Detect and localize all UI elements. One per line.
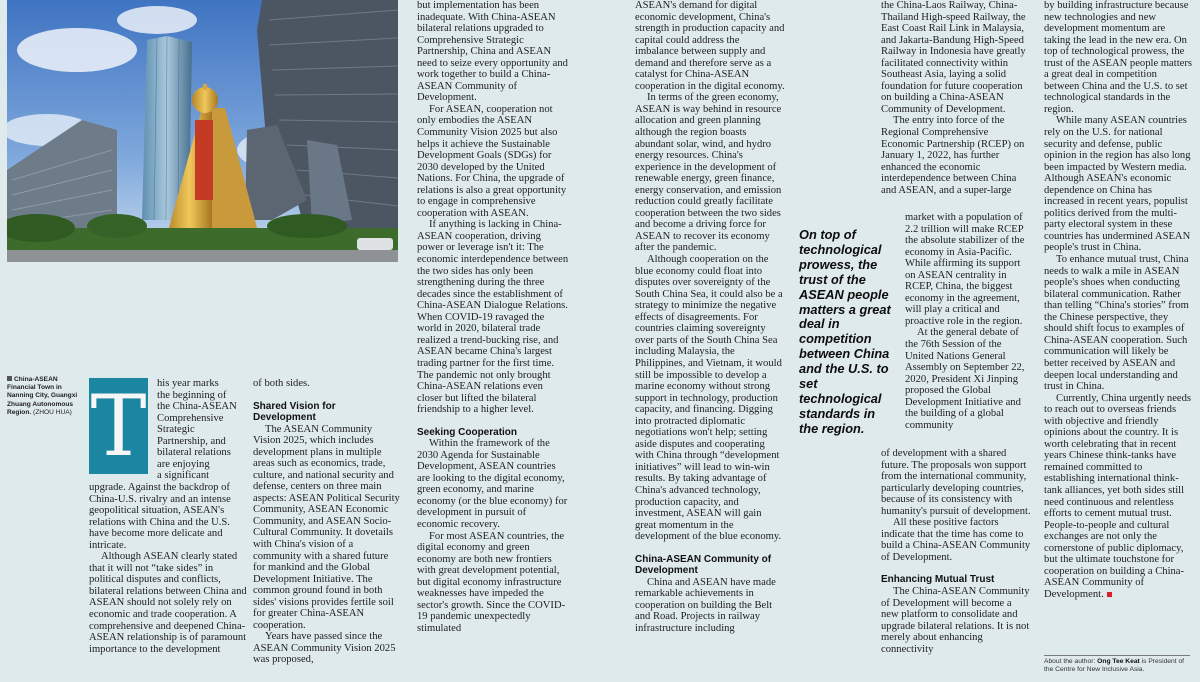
about-rest: is President of the Centre for New Inclusive Asia.	[1044, 658, 1185, 674]
photo-caption	[7, 376, 83, 417]
col4-paragraph: market with a population of 2.2 trillion will make RCEP the absolute stabilizer of the economy in Asia-Pacific. While affirming its support on ASEAN centrality in RCEP, China, the biggest economy in the agreement, will play a critical and proactive role in the region.	[905, 212, 1025, 327]
col2-paragraph: of both sides.	[253, 378, 310, 389]
col4-paragraph: All these positive factors indicate that the time has come to build a China-ASEAN Community of Development.	[881, 517, 1031, 563]
col1-paragraph: upgrade. Against the backdrop of China-U.S. rivalry and an intense geopolitical situation, ASEAN's relations with China and the U.S. have become more delicate and intricate.	[89, 482, 231, 551]
col5-final-text: Currently, China urgently needs to reach out to overseas friends with objective and friendly opinions about the country. It is worth celebrating that in recent years Chinese think-tanks have remained committed to establishing international think-tank alliances, yet both sides still need continuous and relentless efforts to cement mutual trust. People-to-people and cultural exchanges are not only the cornerstone of public diplomacy, but the ultimate touchstone for cooperation on building a China-ASEAN Community of Development.	[1044, 392, 1192, 600]
section-heading-seeking-cooperation: Seeking Cooperation	[417, 426, 518, 438]
col4-wrap	[905, 212, 1031, 431]
col4-paragraph: At the general debate of the 76th Session of the United Nations General Assembly on September 22, 2020, President Xi Jinping proposed the Global Development Initiative and the building of a global community	[905, 327, 1025, 431]
article-photo	[7, 0, 398, 262]
col2-paragraph: but implementation has been inadequate. With China-ASEAN bilateral relations upgraded to Comprehensive Strategic Partnership, China and ASEAN need to seize every opportunity and work together to build a China-ASEAN Community of Development.	[417, 0, 568, 104]
col4-bottom	[881, 448, 1031, 682]
section-heading-community: China-ASEAN Community of Development	[635, 553, 772, 577]
col2-paragraph: For ASEAN, cooperation not only embodies the ASEAN Community Vision 2025 but also helps it achieve the Sustainable Development Goals (SDGs) for 2030 developed by the United Nations. For China, the upgrade of relations is also a great opportunity to engage in comprehensive cooperation with ASEAN.	[417, 103, 567, 219]
col5-paragraph: To enhance mutual trust, China needs to walk a mile in ASEAN people's shoes when conducting bilateral communication. Rather than telling “China's stories” from the Chinese perspective, they should shift focus to examples of China-ASEAN cooperation. Such communication will likely be better received by ASEAN and deepen local understanding and trust in China.	[1044, 254, 1189, 393]
col2-lower	[253, 378, 401, 682]
about-author	[1044, 655, 1190, 674]
financial-town-photo	[7, 0, 398, 262]
col1-line: bilateral relations	[157, 447, 231, 459]
col3-paragraph: Although cooperation on the blue economy could float into disputes over sovereignty of the South China Sea, it could also be a strategy to minimize the negative effects of disagreements. For countries claiming sovereignty over parts of the South China Sea including Malaysia, the Philippines, and Vietnam, it would still be impossible to develop a marine economy without strong support in technology, production capacity, and financing. Digging into protracted diplomatic negotiations won't help; setting aside disputes and cooperating with China through “development initiatives” will lead to win-win results. By taking advantage of China's advanced technology, production capacity, and investment, ASEAN will gain great momentum in the development of the blue economy.	[635, 254, 783, 543]
caption-square-icon	[7, 376, 12, 381]
col4-paragraph: The China-ASEAN Community of Development will become a new platform to consolidate and upgrade bilateral relations. It is not merely about enhancing connectivity	[881, 585, 1030, 655]
section-heading-mutual-trust: Enhancing Mutual Trust	[881, 574, 995, 586]
col2	[417, 0, 569, 682]
col5-paragraph: While many ASEAN countries rely on the U.S. for national security and defense, public opinion in the region has also long been impacted by Western media. Although ASEAN's economic dependence on China has increased in recent years, populist politics derived from the multi-party electoral system in these countries has undermined ASEAN people's trust in China.	[1044, 115, 1191, 254]
col4-top	[881, 0, 1031, 196]
about-prefix: About the author:	[1044, 658, 1096, 665]
caption-text: China-ASEAN Financial Town in Nanning City, Guangxi Zhuang Autonomous Region.	[7, 376, 78, 416]
col1-line: Partnership, and	[157, 435, 226, 447]
drop-cap: T	[90, 377, 147, 475]
col2-paragraph: If anything is lacking in China-ASEAN cooperation, driving power or leverage isn't it: The economic interdependence between the two sides has only been strengthening during the three decades since the establishment of China-ASEAN Dialogue Relations. When COVID-19 ravaged the world in 2020, bilateral trade realized a trend-bucking rise, and ASEAN became China's largest trading partner for the first time. The pandemic not only brought China-ASEAN relations even closer but lifted the bilateral friendship to a higher level.	[417, 219, 569, 416]
col1-line: Strategic	[157, 424, 195, 436]
col1-body	[89, 482, 249, 682]
end-mark-icon	[1107, 592, 1112, 597]
col5-paragraph: by building infrastructure because new technologies and new development momentum are taking the lead in the new era. On top of technological prowess, the trust of the ASEAN people matters a great deal in competition between China and the U.S. to set technological standards in the region.	[1044, 0, 1192, 115]
col1-line: are enjoying	[157, 458, 210, 470]
col1-line: Comprehensive	[157, 412, 224, 424]
col3-paragraph: ASEAN's demand for digital economic development, China's strength in production capacity and capital could address the imbalance between supply and demand and therefore serve as a catalyst for China-ASEAN cooperation in the digital economy.	[635, 0, 785, 92]
col4-paragraph: The entry into force of the Regional Comprehensive Economic Partnership (RCEP) on January 1, 2022, has further enhanced the economic interdependence between China and ASEAN, and a super-large	[881, 115, 1025, 196]
col1-line: the beginning of	[157, 389, 227, 401]
col2-paragraph: For most ASEAN countries, the digital economy and green economy are both new frontiers with great development potential, but digital economy infrastructure weaknesses have impeded the sector's growth. Since the COVID-19 pandemic unexpectedly stimulated	[417, 530, 566, 634]
col1-dropcap-lines	[157, 378, 249, 482]
col4-paragraph: the China-Laos Railway, China-Thailand High-speed Railway, the East Coast Rail Link in Malaysia, and Jakarta-Bandung High-Speed Railway in Indonesia have greatly facilitated connectivity within Southeast Asia, laying a solid foundation for future cooperation on building a China-ASEAN Community of Development.	[881, 0, 1026, 115]
col5-paragraph	[1044, 393, 1194, 601]
col4-paragraph: of development with a shared future. The proposals won support from the international community, particularly developing countries, because of its consistency with humanity's pursuit of development.	[881, 448, 1031, 517]
col2-paragraph: The ASEAN Community Vision 2025, which includes development plans in multiple areas such as economics, trade, culture, and national security and defense, centers on three main aspects: ASEAN Political Security Community, ASEAN Economic Community, and ASEAN Socio-Cultural Community. It dovetails with China's vision of a community with a shared future for mankind and the Global Development Initiative. The common ground found in both sides' visions provides fertile soil for greater China-ASEAN cooperation.	[253, 423, 400, 631]
col3	[635, 0, 785, 682]
author-name: Ong Tee Keat	[1097, 658, 1140, 665]
col1-paragraph: Although ASEAN clearly stated that it will not “take sides” in political disputes and conflicts, bilateral relations between China and ASEAN should not solely rely on economic and trade cooperation. A comprehensive and deepened China-ASEAN relationship is of paramount importance to the development	[89, 551, 247, 655]
col2-paragraph: Within the framework of the 2030 Agenda for Sustainable Development, ASEAN countries are looking to the digital economy, green economy, and marine economy (or the blue economy) for development in pursuit of economic recovery.	[417, 438, 568, 531]
col5	[1044, 0, 1194, 650]
col1-line: the China-ASEAN	[157, 401, 237, 413]
caption-credit: (ZHOU HUA)	[33, 408, 72, 416]
col1-line: his year marks	[157, 378, 219, 389]
section-heading-shared-vision: Shared Vision for Development	[253, 400, 336, 424]
col2-paragraph: Years have passed since the ASEAN Community Vision 2025 was proposed,	[253, 631, 396, 666]
col3-paragraph: China and ASEAN have made remarkable achievements in cooperation on building the Belt and Road. Projects in railway infrastructure including	[635, 576, 776, 634]
pull-quote: On top of technological prowess, the trust of the ASEAN people matters a great deal in competition between China and the U.S. to set technological standards in the region.	[799, 227, 891, 436]
col3-paragraph: In terms of the green economy, ASEAN is way behind in resource allocation and green planning although the region boasts abundant solar, wind, and hydro energy resources. China's experience in the development of renewable energy, green finance, energy conservation, and emission reduction could greatly facilitate cooperation between the two sides and become a driving force for ASEAN to recover its economy after the pandemic.	[635, 92, 782, 254]
col1-line: a significant	[157, 470, 210, 482]
